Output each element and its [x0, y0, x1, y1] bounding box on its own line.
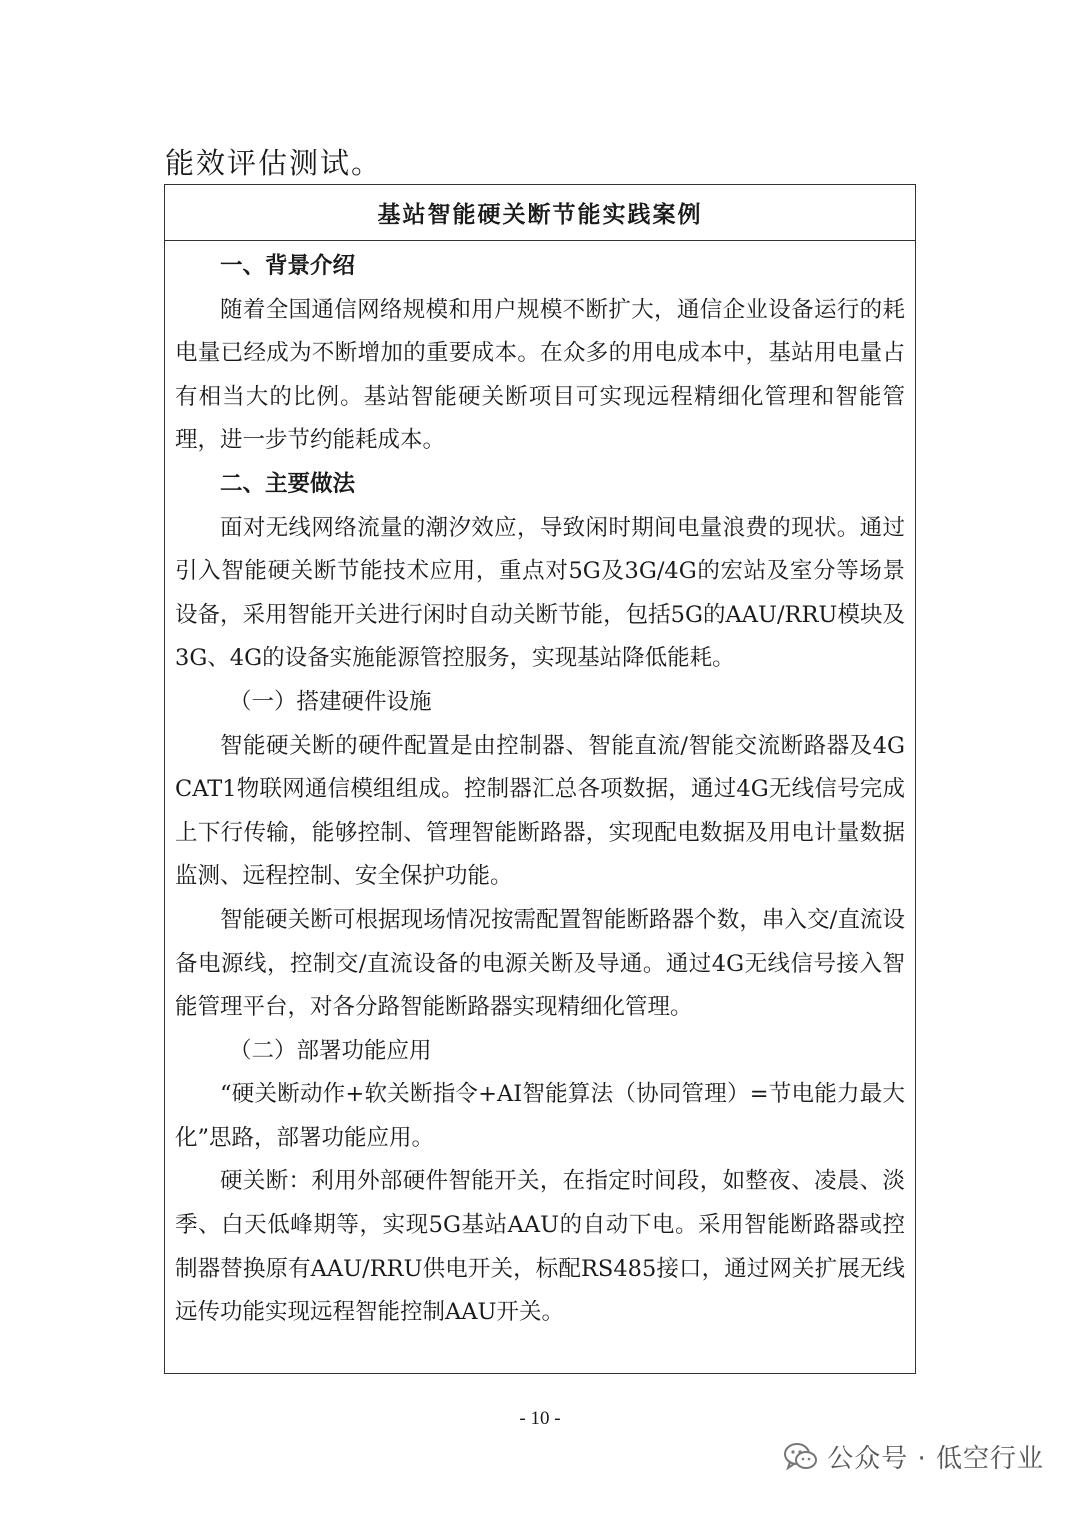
lead-text: 能效评估测试。 [165, 146, 383, 180]
deployment-paragraph-1: “硬关断动作+软关断指令+AI智能算法（协同管理）=节电能力最大化”思路，部署功能应用。 [175, 1081, 905, 1151]
page-number: - 10 - [519, 1408, 561, 1429]
case-table [164, 184, 916, 1374]
case-body [165, 241, 915, 1335]
hardware-paragraph-1: 智能硬关断的硬件配置是由控制器、智能直流/智能交流断路器及4G CAT1物联网通信模组组成。控制器汇总各项数据，通过4G无线信号完成上下行传输，能够控制、管理智能断路器，实现配电数据及用电计量数据监测、远程控制、安全保护功能。 [175, 732, 905, 890]
hardware-paragraph-2: 智能硬关断可根据现场情况按需配置智能断路器个数，串入交/直流设备电源线，控制交/直流设备的电源关断及导通。通过4G无线信号接入智能管理平台，对各分路智能断路器实现精细化管理。 [175, 906, 905, 1021]
watermark [783, 1438, 1044, 1475]
section-heading-background: 一、背景介绍 [220, 253, 356, 279]
background-paragraph: 随着全国通信网络规模和用户规模不断扩大，通信企业设备运行的耗电量已经成为不断增加的重要成本。在众多的用电成本中，基站用电量占有相当大的比例。基站智能硬关断项目可实现远程精细化管理和智能管理，进一步节约能耗成本。 [175, 296, 905, 454]
case-title: 基站智能硬关断节能实践案例 [165, 185, 915, 241]
main-practices-paragraph: 面对无线网络流量的潮汐效应，导致闲时期间电量浪费的现状。通过引入智能硬关断节能技术应用，重点对5G及3G/4G的宏站及室分等场景设备，采用智能开关进行闲时自动关断节能，包括5G的AAU/RRU模块及3G、4G的设备实施能源管控服务，实现基站降低能耗。 [175, 514, 905, 672]
subsection-heading-hardware: （一）搭建硬件设施 [229, 688, 432, 715]
wechat-icon [783, 1441, 819, 1473]
subsection-heading-deployment: （二）部署功能应用 [229, 1037, 432, 1064]
deployment-paragraph-2: 硬关断：利用外部硬件智能开关，在指定时间段，如整夜、凌晨、淡季、白天低峰期等，实现5G基站AAU的自动下电。采用智能断路器或控制器替换原有AAU/RRU供电开关，标配RS485接口，通过网关扩展无线远传功能实现远程智能控制AAU开关。 [175, 1168, 906, 1326]
watermark-text: 公众号 · 低空行业 [827, 1444, 1044, 1474]
section-heading-main-practices: 二、主要做法 [220, 470, 356, 497]
